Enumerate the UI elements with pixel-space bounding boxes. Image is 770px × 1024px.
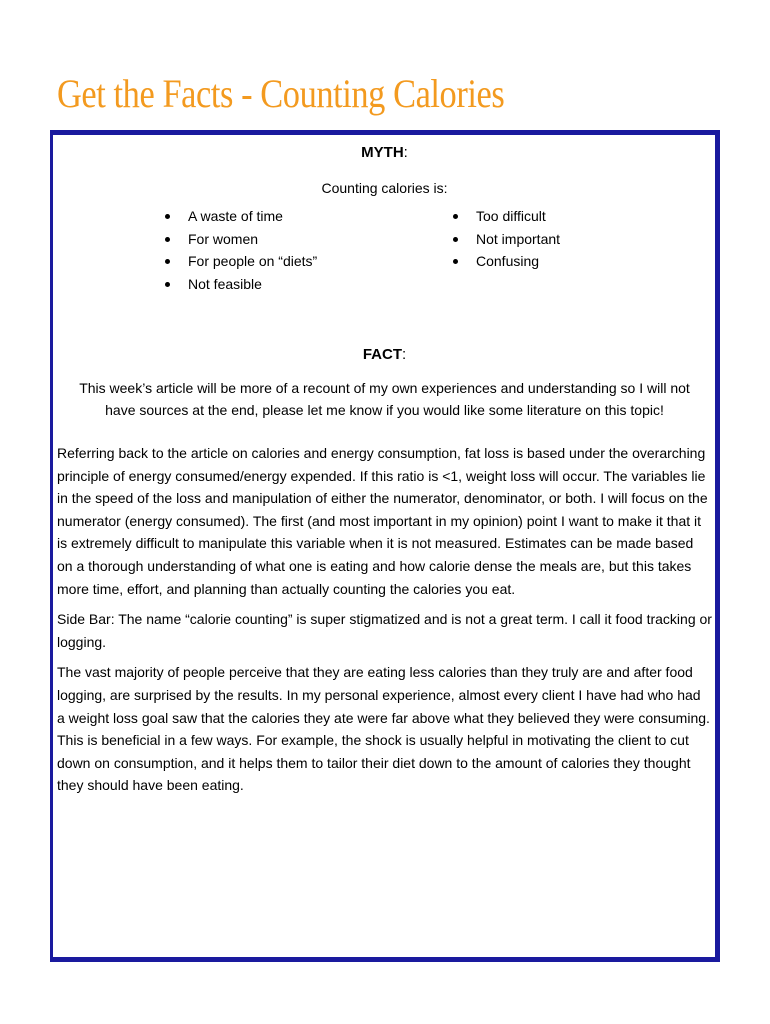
list-item: For women xyxy=(160,228,317,251)
myth-lists xyxy=(57,205,712,301)
fact-intro: This week’s article will be more of a recount of my own experiences and understanding so I will not have sources at the end, please let me know if you would like some literature on this topic! xyxy=(79,379,690,419)
list-item: Too difficult xyxy=(448,205,560,228)
fact-heading: FACT: xyxy=(362,346,407,364)
fact-paragraph: Side Bar: The name “calorie counting” is super stigmatized and is not a great term. I call it food tracking or logging. xyxy=(57,611,712,650)
list-item: A waste of time xyxy=(160,205,317,228)
fact-paragraph: The vast majority of people perceive that they are eating less calories than they truly are and after food logging, are surprised by the results. In my personal experience, almost every client I have had who had a weight loss goal saw that the calories they ate were far above what they believed they were consuming. This is beneficial in a few ways. For example, the shock is usually helpful in motivating the client to cut down on consumption, and it helps them to tailor their diet down to the amount of calories they thought they should have been eating. xyxy=(57,664,710,794)
list-item: Not feasible xyxy=(160,273,317,296)
myth-list-left xyxy=(160,205,317,295)
list-item: For people on “diets” xyxy=(160,250,317,273)
myth-list-right xyxy=(448,205,560,273)
page-title: Get the Facts - Counting Calories xyxy=(57,71,505,116)
myth-intro: Counting calories is: xyxy=(321,179,448,196)
fact-paragraph: Referring back to the article on calories and energy consumption, fat loss is based under the overarching principle of energy consumed/energy expended. If this ratio is <1, weight loss will occur. The variables lie in the speed of the loss and manipulation of either the numerator, denominator, or both. I will focus on the numerator (energy consumed). The first (and most important in my opinion) point I want to make it that it is extremely difficult to manipulate this variable when it is not measured. Estimates can be made based on a thorough understanding of what one is eating and how calorie dense the meals are, but this takes more time, effort, and planning than actually counting the calories you eat. xyxy=(57,444,708,597)
content-area xyxy=(57,138,712,797)
myth-heading: MYTH: xyxy=(361,144,408,161)
list-item: Not important xyxy=(448,228,560,251)
list-item: Confusing xyxy=(448,250,560,273)
